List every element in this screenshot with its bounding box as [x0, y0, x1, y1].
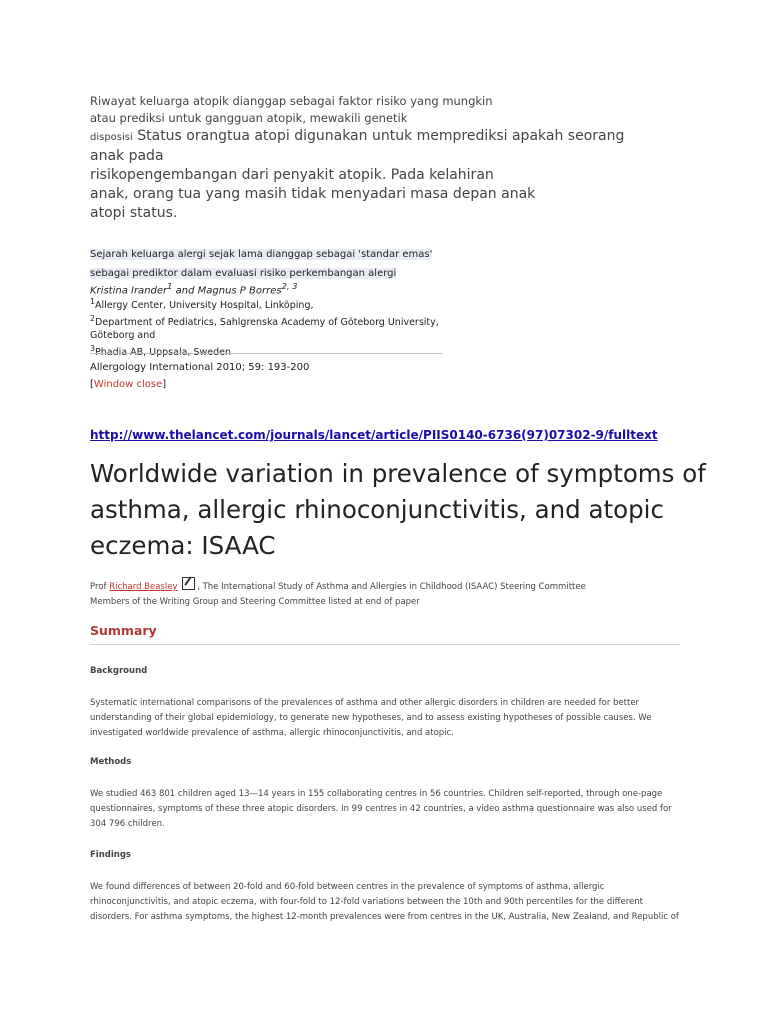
intro-line: risikopengembangan dari penyakit atopik. Pada kelahiran	[90, 167, 494, 183]
background-heading: Background	[90, 666, 148, 676]
bracket-open: [	[90, 379, 94, 390]
author-affiliation: , The International Study of Asthma and Allergies in Childhood (ISAAC) Steering Committee	[197, 582, 586, 592]
affiliation-num: 1	[90, 297, 96, 306]
window-close	[90, 379, 166, 390]
methods-heading: Methods	[90, 757, 132, 767]
author-prefix: Prof	[90, 582, 110, 592]
bracket-close: ]	[162, 379, 167, 390]
affiliation-num: 3	[90, 344, 96, 354]
intro-line: atopi status.	[90, 205, 178, 221]
affiliation-1	[90, 295, 450, 312]
affiliation-text: Phadia AB, Uppsala, Sweden	[95, 347, 231, 359]
findings-heading: Findings	[90, 850, 131, 860]
author-link[interactable]: Richard Beasley	[109, 582, 178, 592]
findings-text: We found differences of between 20-fold and 60-fold between centres in the prevalence of symptoms of asthma, allergic rhinoconjunctivitis, and atopic eczema, with four-fold to 12-fold variations between the 10th and 90th percentiles for the different disorders. For asthma symptoms, the highest 12-month prevalences were from centres in the UK, Australia, New Zealand, and Republic of	[90, 882, 679, 922]
methods-text: We studied 463 801 children aged 13—14 years in 155 collaborating centres in 56 countries. Children self-reported, through one-page questionnaires, symptoms of these three atopic disorders. In 99 centres in 42 countries, a video asthma questionnaire was also used for 304 796 children.	[90, 789, 672, 829]
author-2-sup: 2, 3	[281, 281, 298, 291]
reference-block	[90, 242, 450, 297]
members-note: Members of the Writing Group and Steering Committee listed at end of paper	[90, 597, 420, 607]
reference-title-line: Sejarah keluarga alergi sejak lama dianggap sebagai 'standar emas'	[90, 249, 433, 260]
intro-line: Riwayat keluarga atopik dianggap sebagai faktor risiko yang mungkin	[90, 94, 493, 108]
window-close-link[interactable]: Window close	[93, 379, 163, 390]
author-1: Kristina Irander	[90, 285, 168, 297]
intro-line-small: disposisi	[90, 132, 133, 143]
journal-citation: Allergology International 2010; 59: 193-200	[90, 362, 310, 373]
intro-line	[90, 127, 650, 166]
reference-title-line: sebagai prediktor dalam evaluasi risiko perkembangan alergi	[90, 268, 397, 279]
author-1-sup: 1	[167, 281, 173, 291]
divider	[90, 644, 680, 645]
divider	[90, 353, 442, 354]
affiliation-text: Allergy Center, University Hospital, Linköping,	[95, 300, 314, 312]
affiliation-3	[90, 342, 450, 359]
author-2: and Magnus P Borres	[172, 285, 282, 297]
background-text: Systematic international comparisons of the prevalences of asthma and other allergic disorders in children are needed for better understanding of their global epidemiology, to generate new hypotheses, and to assess existing hypotheses of possible causes. We investigated worldwide prevalence of asthma, allergic rhinoconjunctivitis, and atopic.	[90, 698, 652, 738]
intro-line: anak, orang tua yang masih tidak menyadari masa depan anak	[90, 186, 536, 202]
author-line	[90, 577, 730, 610]
affiliation-num: 2	[90, 314, 96, 324]
article-url-link[interactable]: http://www.thelancet.com/journals/lancet/article/PIIS0140-6736(97)07302-9/fulltext	[90, 428, 658, 442]
intro-line: atau prediksi untuk gangguan atopik, mewakili genetik	[90, 111, 408, 125]
intro-text	[90, 93, 650, 223]
affiliation-2	[90, 312, 450, 342]
edit-icon[interactable]	[182, 577, 195, 590]
article-title: Worldwide variation in prevalence of symptoms of asthma, allergic rhinoconjunctivitis, and atopic eczema: ISAAC	[90, 459, 706, 560]
intro-line-big: Status orangtua atopi digunakan untuk memprediksi apakah seorang anak pada	[90, 128, 625, 164]
affiliations	[90, 295, 450, 359]
affiliation-text: Department of Pediatrics, Sahlgrenska Academy of Göteborg University, Göteborg and	[90, 317, 439, 342]
summary-heading: Summary	[90, 623, 157, 638]
